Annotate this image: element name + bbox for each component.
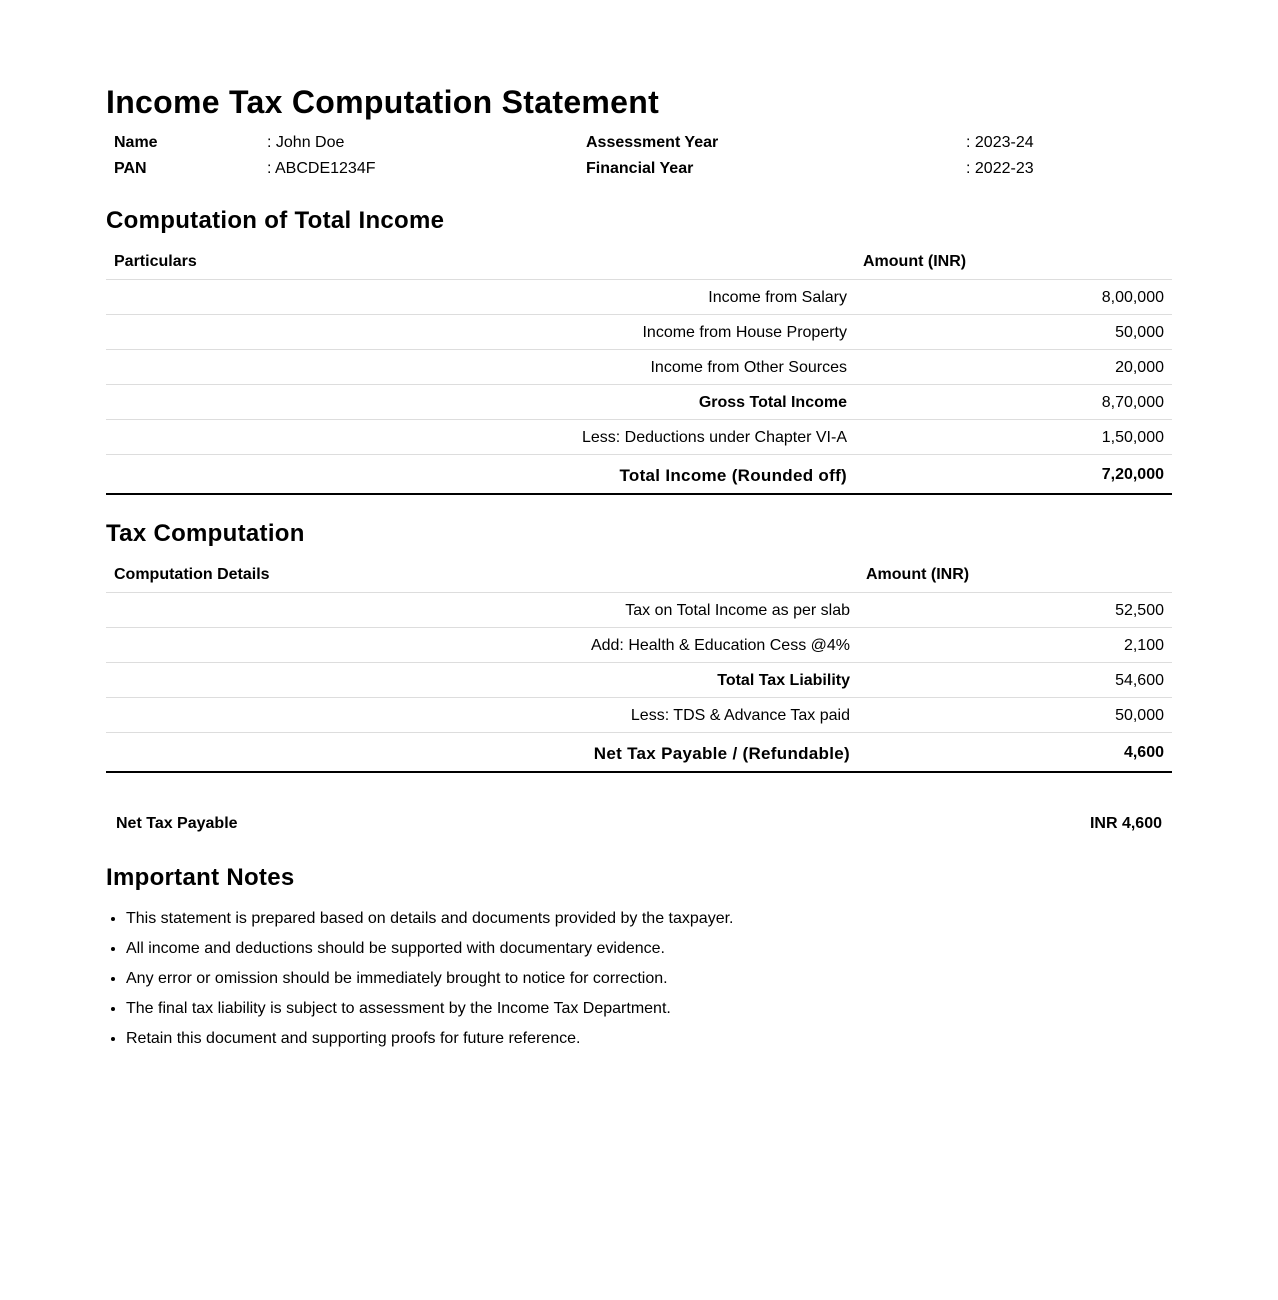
taxpayer-row-1 xyxy=(106,131,1172,157)
net-tax-summary xyxy=(106,815,1172,837)
page-title: Income Tax Computation Statement xyxy=(106,84,660,120)
row-amount: 50,000 xyxy=(1115,707,1164,724)
row-amount: 50,000 xyxy=(1115,324,1164,341)
row-label: Tax on Total Income as per slab xyxy=(625,602,850,619)
pan-value: : ABCDE1234F xyxy=(267,160,376,177)
tax-section-heading: Tax Computation xyxy=(106,520,305,547)
row-amount: 2,100 xyxy=(1123,637,1164,654)
name-value: : John Doe xyxy=(267,134,345,151)
row-amount: 4,600 xyxy=(1123,744,1164,761)
net-tax-value: INR 4,600 xyxy=(1089,815,1162,832)
row-amount: 8,00,000 xyxy=(1101,289,1164,306)
table-row xyxy=(106,315,1172,350)
row-amount: 7,20,000 xyxy=(1101,466,1164,483)
list-item: • Any error or omission should be immediately brought to notice for correction. xyxy=(126,966,733,996)
row-label: Net Tax Payable / (Refundable) xyxy=(593,744,850,763)
list-item: • Retain this document and supporting proofs for future reference. xyxy=(126,1026,733,1056)
list-item: • This statement is prepared based on details and documents provided by the taxpayer. xyxy=(126,906,733,936)
row-label: Income from House Property xyxy=(642,324,847,341)
amount-header: Amount (INR) xyxy=(866,566,970,583)
pan-label: PAN xyxy=(114,160,147,177)
computation-details-header: Computation Details xyxy=(114,566,270,583)
assessment-year-label: Assessment Year xyxy=(586,134,719,151)
row-amount: 54,600 xyxy=(1115,672,1164,689)
table-row xyxy=(106,280,1172,315)
tax-table-header xyxy=(106,556,1172,593)
income-section-heading: Computation of Total Income xyxy=(106,207,445,234)
row-label: Total Income (Rounded off) xyxy=(619,466,847,485)
row-label: Total Tax Liability xyxy=(717,672,850,689)
table-row xyxy=(106,628,1172,663)
notes-list xyxy=(106,906,733,1056)
row-label: Add: Health & Education Cess @4% xyxy=(590,637,850,654)
list-item: • The final tax liability is subject to assessment by the Income Tax Department. xyxy=(126,996,733,1026)
row-label: Income from Other Sources xyxy=(650,359,847,376)
taxpayer-row-2 xyxy=(106,157,1172,183)
total-income-row xyxy=(106,455,1172,495)
row-amount: 1,50,000 xyxy=(1101,429,1164,446)
row-amount: 8,70,000 xyxy=(1101,394,1164,411)
particulars-header: Particulars xyxy=(114,253,197,270)
row-amount: 52,500 xyxy=(1115,602,1164,619)
row-label: Less: Deductions under Chapter VI-A xyxy=(581,429,847,446)
row-amount: 20,000 xyxy=(1115,359,1164,376)
name-label: Name xyxy=(114,134,158,151)
amount-header: Amount (INR) xyxy=(863,253,967,270)
financial-year-value: : 2022-23 xyxy=(966,160,1034,177)
row-label: Income from Salary xyxy=(708,289,847,306)
table-row xyxy=(106,593,1172,628)
row-label: Gross Total Income xyxy=(698,394,847,411)
taxpayer-details xyxy=(106,131,1172,183)
gross-total-row xyxy=(106,385,1172,420)
financial-year-label: Financial Year xyxy=(586,160,694,177)
income-table xyxy=(106,243,1172,495)
assessment-year-value: : 2023-24 xyxy=(966,134,1034,151)
tax-table xyxy=(106,556,1172,773)
table-row xyxy=(106,420,1172,455)
row-label: Less: TDS & Advance Tax paid xyxy=(630,707,850,724)
table-row xyxy=(106,698,1172,733)
net-tax-label: Net Tax Payable xyxy=(116,815,238,832)
notes-heading: Important Notes xyxy=(106,864,295,891)
net-tax-row xyxy=(106,733,1172,773)
list-item: • All income and deductions should be supported with documentary evidence. xyxy=(126,936,733,966)
table-row xyxy=(106,350,1172,385)
income-table-header xyxy=(106,243,1172,280)
total-tax-liability-row xyxy=(106,663,1172,698)
